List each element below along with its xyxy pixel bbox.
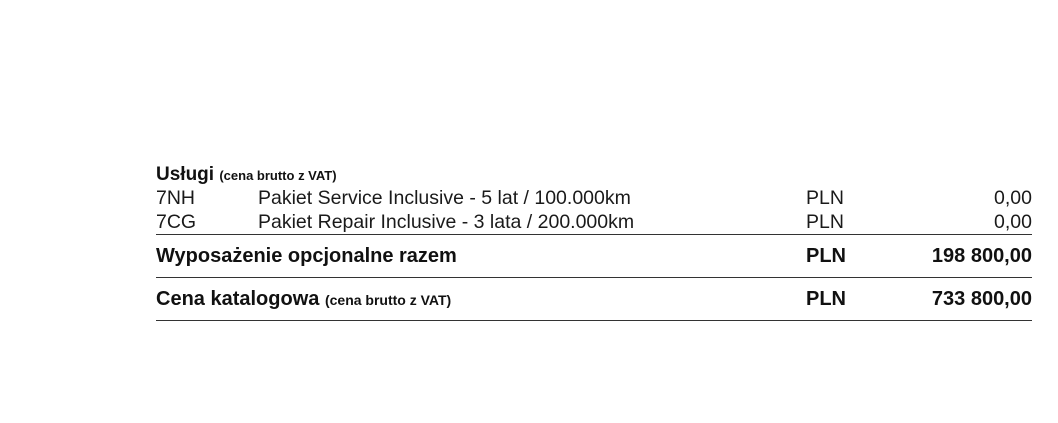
- item-amount: 0,00: [994, 187, 1032, 209]
- list-price-currency: PLN: [806, 288, 846, 310]
- services-heading: [156, 164, 1032, 186]
- list-price-amount: 733 800,00: [931, 288, 1032, 310]
- item-code: 7CG: [156, 211, 197, 233]
- service-item-7cg: [156, 210, 1032, 234]
- item-code: 7NH: [156, 187, 196, 209]
- list-price-row: [156, 278, 1032, 320]
- item-description: Pakiet Service Inclusive - 5 lat / 100.000km: [258, 187, 631, 209]
- optional-equipment-total-row: [156, 235, 1032, 277]
- optional-total-currency: PLN: [806, 245, 846, 267]
- list-price-note: (cena brutto z VAT): [324, 292, 452, 308]
- price-summary: [156, 164, 1032, 321]
- optional-total-label: Wyposażenie opcjonalne razem: [156, 245, 457, 267]
- list-price-label: Cena katalogowa: [156, 288, 320, 310]
- item-currency: PLN: [806, 187, 844, 209]
- list-price-label-group: [156, 278, 451, 321]
- item-amount: 0,00: [994, 211, 1032, 233]
- service-item-7nh: [156, 186, 1032, 210]
- item-currency: PLN: [806, 211, 844, 233]
- item-description: Pakiet Repair Inclusive - 3 lata / 200.000km: [258, 211, 635, 233]
- services-note: (cena brutto z VAT): [219, 168, 337, 183]
- optional-total-amount: 198 800,00: [931, 245, 1032, 267]
- services-title: Usługi: [156, 164, 215, 185]
